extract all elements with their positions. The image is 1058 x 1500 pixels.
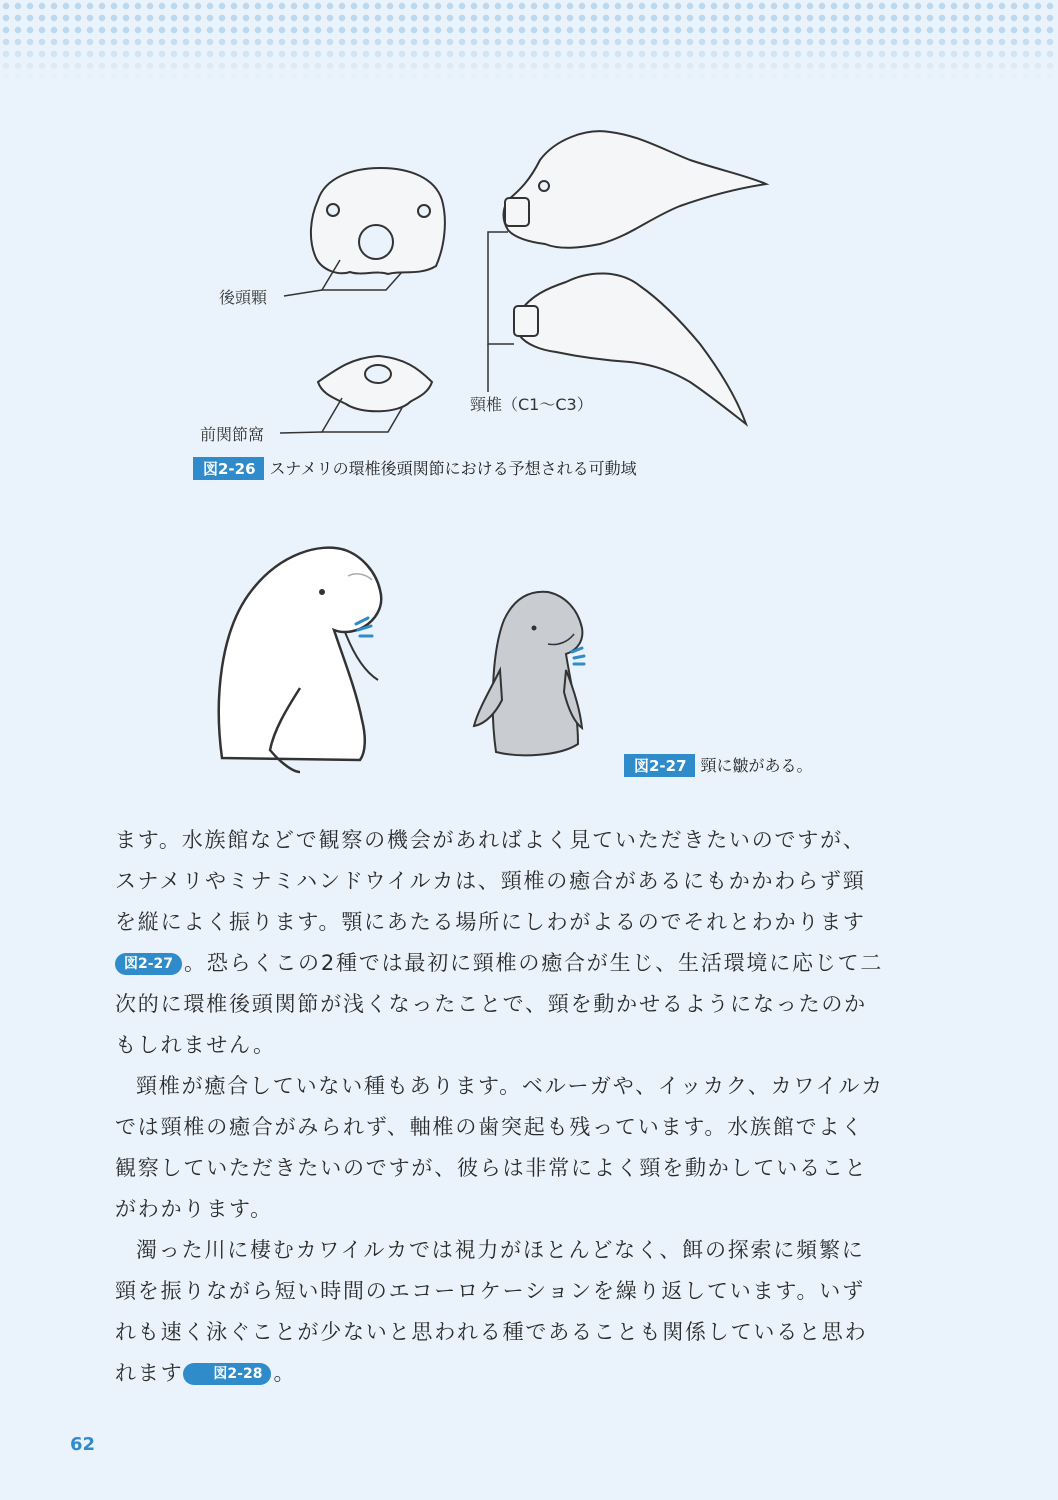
label-anterior-articular-fossa: 前関節窩	[200, 425, 265, 444]
figure-ref-2-28[interactable]: 図2-28	[183, 1363, 271, 1385]
caption-text: 頸に皺がある。	[700, 756, 813, 775]
paragraph-text: 。	[273, 1361, 297, 1385]
paragraph-2: 頸椎が癒合していない種もあります。ベルーガや、イッカク、カワイルカでは頸椎の癒合がみられず、軸椎の歯突起も残っています。水族館でよく観察していただきたいのですが、彼らは非常によく頸を動かしていることがわかります。	[115, 1074, 884, 1221]
page-number: 62	[70, 1434, 96, 1455]
figure-tag: 図2-26	[193, 457, 264, 480]
label-cervical-vertebrae: 頸椎（C1～C3）	[470, 395, 593, 414]
skull-rear-view	[311, 168, 445, 274]
paragraph-1	[115, 820, 885, 1066]
figure-tag: 図2-27	[624, 754, 695, 777]
figure-ref-2-27[interactable]: 図2-27	[115, 953, 182, 975]
figure-2-26-caption	[193, 456, 637, 480]
paragraph-text: 濁った川に棲むカワイルカでは視力がほとんどなく、餌の探索に頻繁に頸を振りながら短い時間のエコーロケーションを繰り返しています。いずれも速く泳ぐことが少ないと思われる種であることも関係していると思われます	[115, 1238, 868, 1385]
figure-2-26-illustration	[0, 0, 1058, 500]
figure-2-27-illustration	[0, 520, 1058, 780]
atlas-front-view	[318, 356, 432, 411]
beluga-illustration	[219, 548, 381, 760]
label-occipital-condyle: 後頭顆	[219, 288, 268, 307]
paragraph-text: ます。水族館などで観察の機会があればよく見ていただきたいのですが、スナメリやミナミハンドウイルカは、頸椎の癒合があるにもかかわらず頸を縦によく振ります。顎にあたる場所にしわがよるのでそれとわかります	[115, 828, 866, 934]
paragraph-3	[115, 1230, 885, 1394]
caption-text: スナメリの環椎後頭関節における予想される可動域	[269, 459, 637, 478]
porpoise-illustration	[474, 592, 582, 756]
paragraph-text: 。恐らくこの2種では最初に頸椎の癒合が生じ、生活環境に応じて二次的に環椎後頭関節が浅くなったことで、頸を動かせるようになったのかもしれません。	[115, 951, 884, 1057]
skull-side-view-upper	[504, 131, 767, 248]
body-text	[115, 820, 885, 1394]
figure-2-27-caption	[624, 753, 813, 777]
